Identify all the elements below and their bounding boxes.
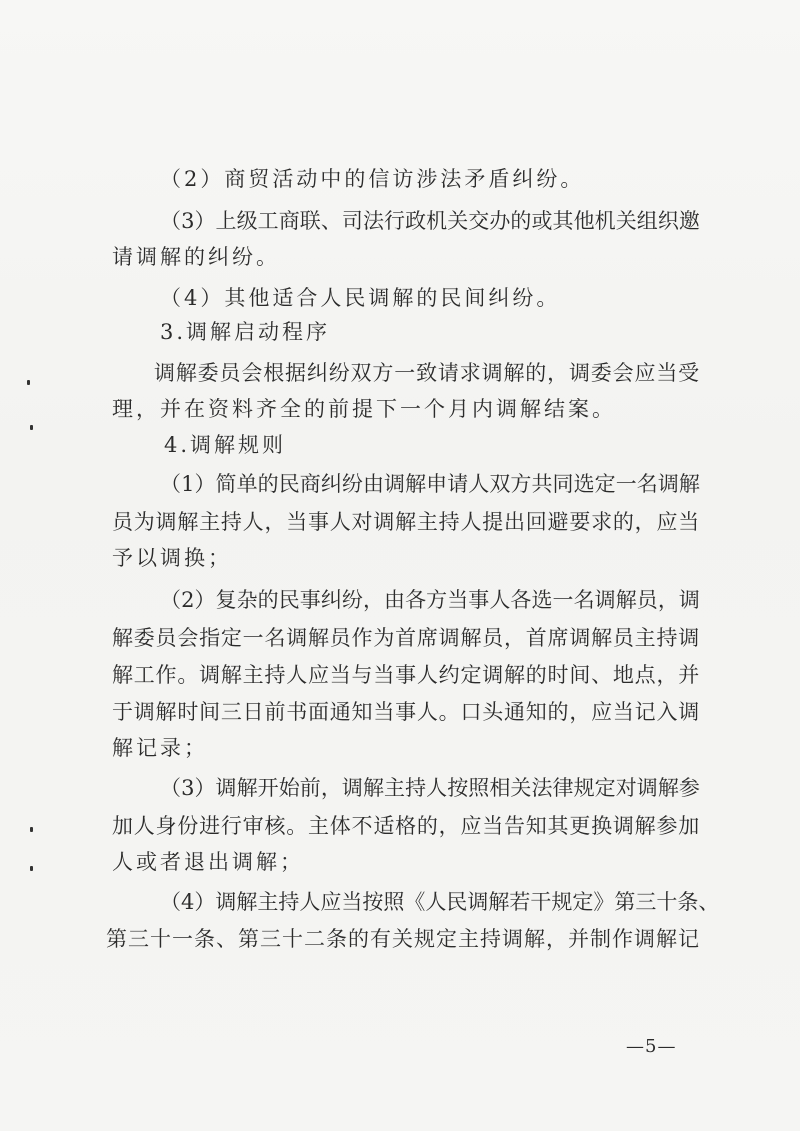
- line-text: （4）其他适合人民调解的民间纠纷。: [160, 286, 561, 310]
- line-text: 理，并在资料齐全的前提下一个月内调解结案。: [112, 397, 616, 421]
- page-number: —5—: [626, 1036, 677, 1057]
- text-line: [0, 734, 800, 762]
- text-line: [0, 774, 800, 802]
- line-text: 予以调换；: [112, 546, 232, 570]
- line-text: （4）调解主持人应当按照《人民调解若干规定》第三十条、: [160, 890, 720, 914]
- line-text: 解记录；: [112, 736, 208, 760]
- section-heading: [0, 318, 800, 346]
- text-line: [0, 395, 800, 423]
- line-text: 人或者退出调解；: [112, 850, 304, 874]
- line-text: （3）调解开始前，调解主持人按照相关法律规定对调解参: [160, 776, 700, 800]
- text-line: [0, 586, 800, 614]
- text-line: [0, 243, 800, 271]
- binding-hole-mark: [27, 380, 30, 385]
- line-text: 调解委员会根据纠纷双方一致请求调解的，调委会应当受: [154, 361, 700, 385]
- text-line: [0, 624, 800, 652]
- text-line: [0, 925, 800, 953]
- line-text: 3.调解启动程序: [160, 320, 331, 344]
- text-line: [0, 207, 800, 235]
- line-text: （1）简单的民商纠纷由调解申请人双方共同选定一名调解: [160, 472, 700, 496]
- line-text: 第三十一条、第三十二条的有关规定主持调解，并制作调解记: [106, 927, 700, 951]
- line-text: 员为调解主持人，当事人对调解主持人提出回避要求的，应当: [112, 510, 700, 534]
- binding-hole-mark: [30, 866, 33, 871]
- text-line: [0, 508, 800, 536]
- line-text: 请调解的纠纷。: [112, 245, 280, 269]
- line-text: 4.调解规则: [164, 433, 287, 457]
- line-text: （2）复杂的民事纠纷，由各方当事人各选一名调解员，调: [160, 588, 700, 612]
- text-line: [0, 888, 800, 916]
- text-line: [0, 661, 800, 689]
- line-text: （2）商贸活动中的信访涉法矛盾纠纷。: [160, 167, 585, 191]
- text-line: [0, 812, 800, 840]
- line-text: 解工作。调解主持人应当与当事人约定调解的时间、地点，并: [112, 663, 700, 687]
- line-text: 解委员会指定一名调解员作为首席调解员，首席调解员主持调: [112, 626, 700, 650]
- line-text: 加人身份进行审核。主体不适格的，应当告知其更换调解参加: [112, 814, 700, 838]
- section-heading: [0, 431, 800, 459]
- binding-hole-mark: [30, 827, 33, 832]
- text-line: [0, 698, 800, 726]
- text-line: [0, 284, 800, 312]
- text-line: [0, 470, 800, 498]
- text-line: [0, 165, 800, 193]
- text-line: [0, 359, 800, 387]
- binding-hole-mark: [30, 425, 33, 430]
- line-text: 于调解时间三日前书面通知当事人。口头通知的，应当记入调: [112, 700, 700, 724]
- text-line: [0, 544, 800, 572]
- line-text: （3）上级工商联、司法行政机关交办的或其他机关组织邀: [160, 209, 700, 233]
- text-line: [0, 848, 800, 876]
